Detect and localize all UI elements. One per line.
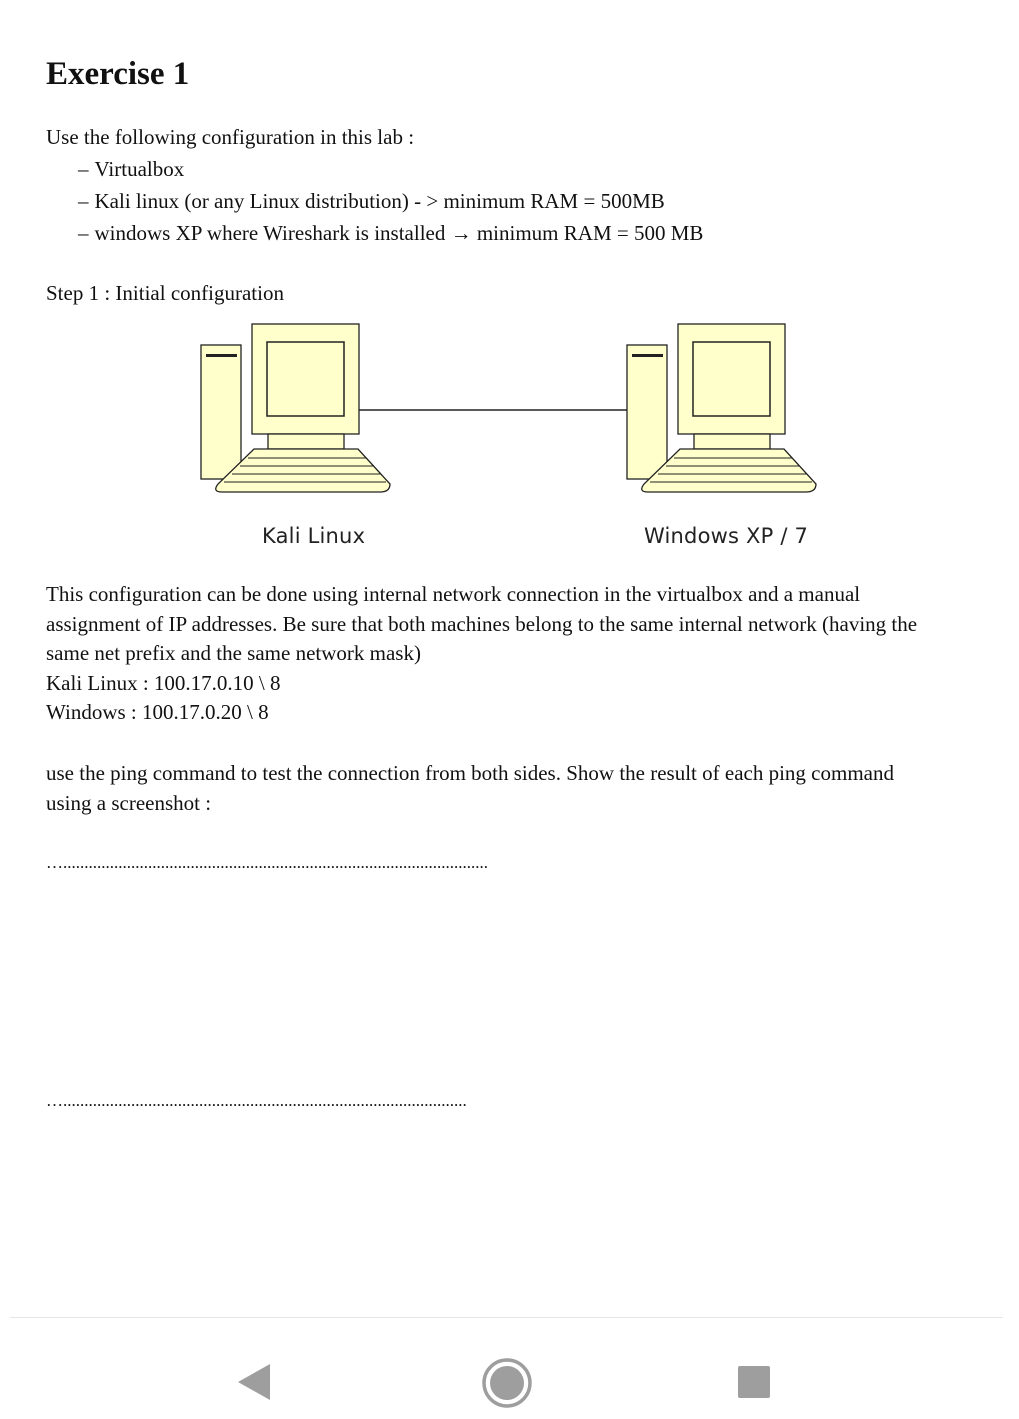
bullet-text-windows: windows XP where Wireshark is installed → minimum RAM = 500 MB	[94, 221, 704, 245]
paragraph-line: same net prefix and the same network mask)	[46, 641, 421, 666]
bullet-item	[78, 186, 665, 216]
right-computer-label: Windows XP / 7	[644, 524, 809, 548]
home-circle-icon	[481, 1357, 533, 1409]
paragraph-line: assignment of IP addresses. Be sure that both machines belong to the same internal network (having the	[46, 611, 918, 636]
diagram-svg	[190, 318, 830, 498]
network-diagram	[190, 318, 830, 558]
bullet-item	[78, 154, 184, 184]
bullet-text-kali: Kali linux (or any Linux distribution) - > minimum RAM = 500MB	[94, 189, 665, 213]
recents-square-icon	[737, 1365, 771, 1399]
left-computer-label: Kali Linux	[262, 524, 366, 548]
computer-left-icon	[201, 324, 390, 492]
back-triangle-icon	[236, 1362, 272, 1402]
ping-line: use the ping command to test the connection from both sides. Show the result of each ping command	[46, 761, 894, 785]
nav-bar-divider	[10, 1317, 1003, 1318]
bullet-marker: –	[78, 157, 89, 181]
recents-button[interactable]	[737, 1365, 771, 1404]
answer-line-2: …...............................................................................................	[46, 1091, 467, 1110]
ping-instructions	[46, 758, 971, 818]
back-button[interactable]	[236, 1362, 272, 1407]
bullet-text-virtualbox: Virtualbox	[94, 157, 185, 181]
step-heading: Step 1 : Initial configuration	[46, 281, 284, 305]
bullet-marker: –	[78, 221, 89, 245]
configuration-paragraph	[46, 580, 971, 728]
ping-line: using a screenshot :	[46, 791, 212, 815]
bullet-marker: –	[78, 189, 89, 213]
answer-line-1: …....................................................................................................	[46, 853, 488, 872]
computer-right-icon	[627, 324, 816, 492]
page-title: Exercise 1	[46, 56, 190, 92]
kali-ip-text: Kali Linux : 100.17.0.10 \ 8	[46, 670, 281, 695]
home-button[interactable]	[481, 1357, 533, 1414]
intro-text: Use the following configuration in this lab :	[46, 125, 415, 149]
windows-ip-text: Windows : 100.17.0.20 \ 8	[46, 700, 269, 725]
paragraph-line: This configuration can be done using internal network connection in the virtualbox and a manual	[46, 582, 861, 606]
bullet-item	[78, 218, 703, 248]
